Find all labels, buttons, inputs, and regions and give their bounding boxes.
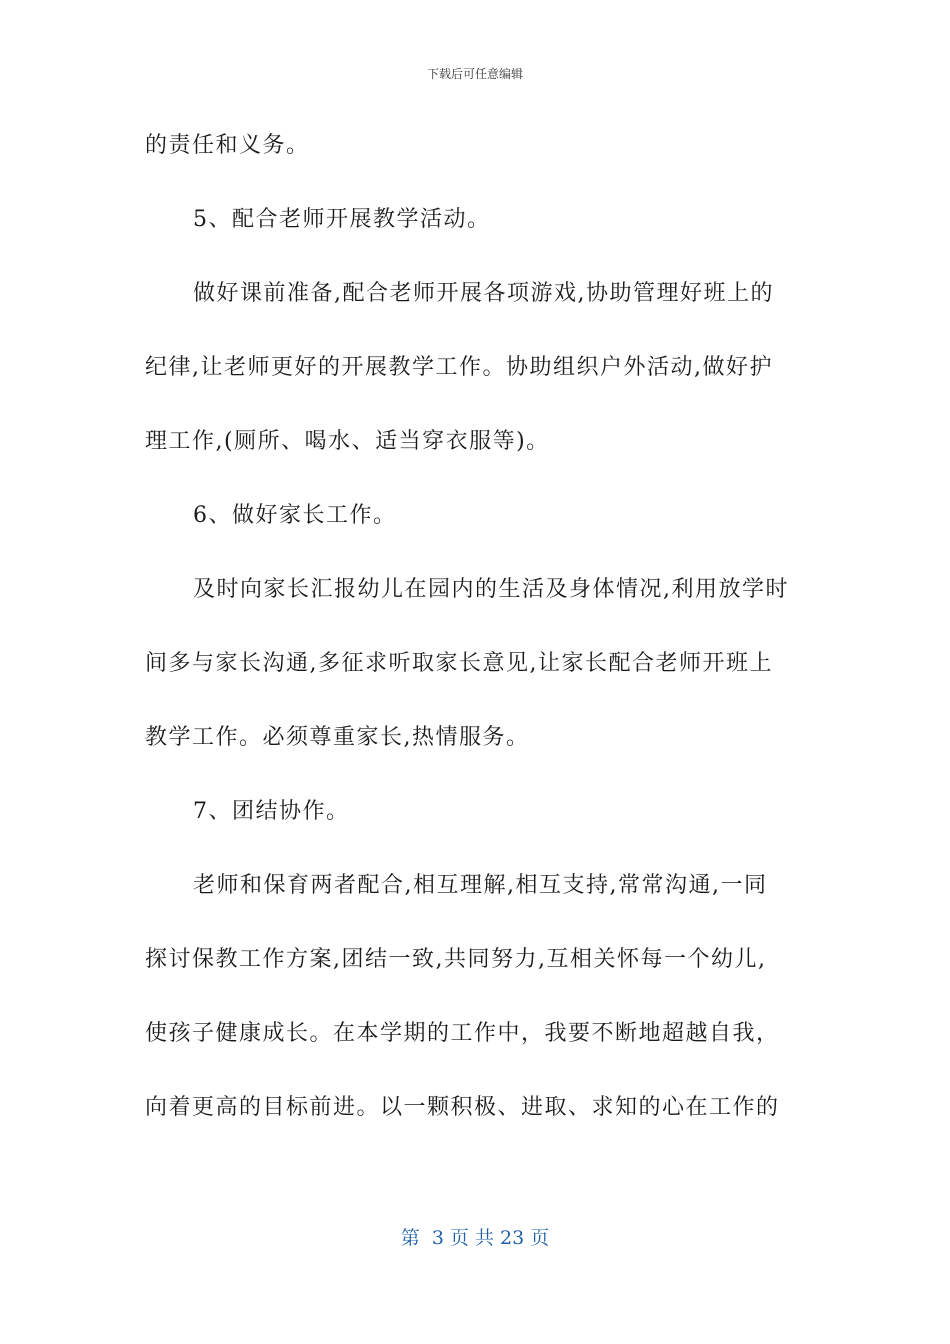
paragraph-line: 教学工作。必须尊重家长,热情服务。: [145, 725, 530, 750]
paragraph-line: 间多与家长沟通,多征求听取家长意见,让家长配合老师开班上: [145, 651, 773, 676]
paragraph-line: 使孩子健康成长。在本学期的工作中，我要不断地超越自我，: [145, 1021, 780, 1046]
page-header: 下载后可任意编辑: [426, 67, 523, 81]
section-heading: 5、配合老师开展教学活动。: [193, 207, 491, 232]
paragraph-line: 做好课前准备,配合老师开展各项游戏,协助管理好班上的: [193, 281, 774, 306]
paragraph-line: 理工作,(厕所、喝水、适当穿衣服等)。: [145, 429, 550, 454]
paragraph-line: 纪律,让老师更好的开展教学工作。协助组织户外活动,做好护: [145, 355, 773, 380]
text-line: 的责任和义务。: [145, 133, 310, 158]
document-body: [145, 120, 805, 1156]
page-number: 第 3 页 共 23 页: [400, 1227, 550, 1249]
section-heading: 6、做好家长工作。: [193, 503, 397, 528]
paragraph-line: 向着更高的目标前进。以一颗积极、进取、求知的心在工作的: [145, 1095, 780, 1120]
paragraph-line: 老师和保育两者配合,相互理解,相互支持,常常沟通,一同: [193, 873, 768, 898]
paragraph-line: 探讨保教工作方案,团结一致,共同努力,互相关怀每一个幼儿,: [145, 947, 767, 972]
paragraph-line: 及时向家长汇报幼儿在园内的生活及身体情况,利用放学时: [193, 577, 789, 602]
section-heading: 7、团结协作。: [193, 799, 350, 824]
